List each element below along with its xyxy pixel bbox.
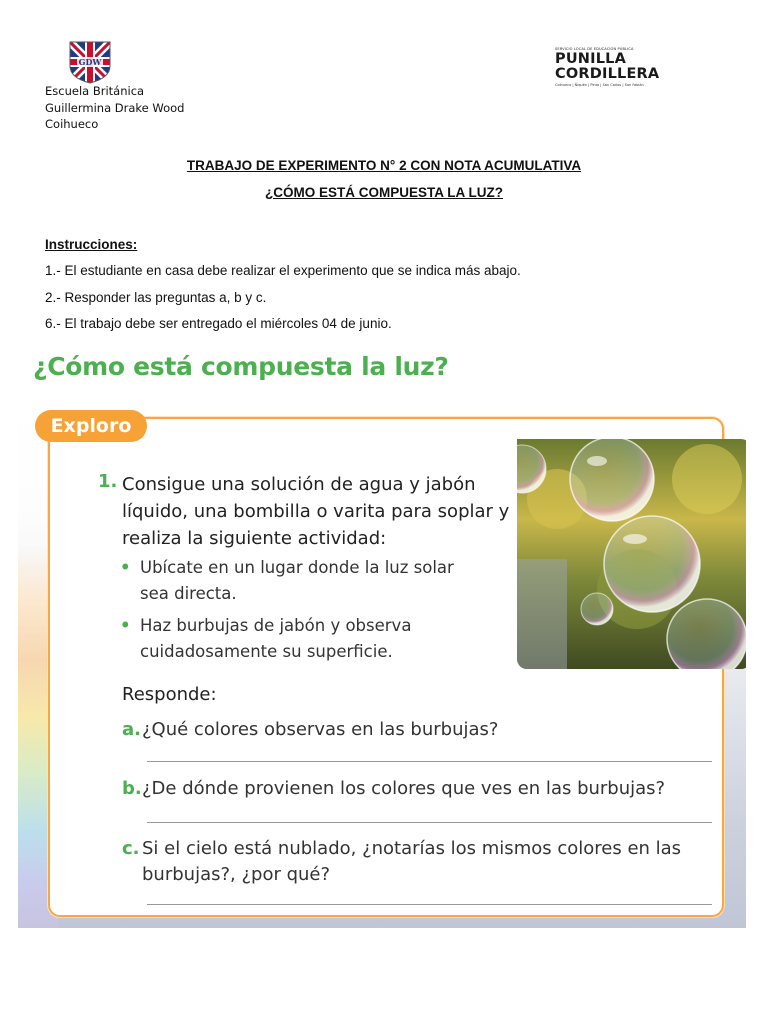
punilla-cordillera-logo bbox=[555, 47, 685, 93]
instruction-item-1: 1.- El estudiante en casa debe realizar el experimento que se indica más abajo. bbox=[45, 263, 521, 278]
question-c bbox=[122, 836, 702, 888]
bullet-text-1: Ubícate en un lugar donde la luz solar sea directa. bbox=[140, 558, 454, 603]
question-letter-a: a. bbox=[122, 719, 141, 740]
instruction-item-2: 2.- Responder las preguntas a, b y c. bbox=[45, 290, 267, 305]
exploro-tab: Exploro bbox=[35, 410, 147, 442]
question-a bbox=[122, 717, 702, 743]
document-subtitle: ¿CÓMO ESTÁ COMPUESTA LA LUZ? bbox=[265, 185, 503, 200]
activity-card bbox=[48, 417, 724, 917]
question-text-c: Si el cielo está nublado, ¿notarías los mismos colores en las burbujas?, ¿por qué? bbox=[142, 838, 682, 885]
school-name-block bbox=[45, 83, 184, 133]
question-text-b: ¿De dónde provienen los colores que ves en las burbujas? bbox=[142, 778, 666, 799]
school-line-2: Guillermina Drake Wood bbox=[45, 100, 185, 115]
gov-logo-name-2: CORDILLERA bbox=[555, 66, 660, 82]
bullet-dot-icon: • bbox=[120, 558, 131, 577]
bullet-item-1 bbox=[120, 555, 480, 607]
gov-logo-name-1: PUNILLA bbox=[555, 51, 627, 67]
gov-logo-footer: Coihueco | Ñiquén | Pinto | San Carlos | San Fabián bbox=[555, 83, 644, 87]
question-letter-b: b. bbox=[122, 778, 142, 799]
question-letter-c: c. bbox=[122, 838, 140, 859]
answer-line-a[interactable] bbox=[147, 761, 712, 762]
step-number: 1. bbox=[98, 471, 118, 492]
bullet-item-2 bbox=[120, 613, 480, 665]
question-text-a: ¿Qué colores observas en las burbujas? bbox=[142, 719, 499, 740]
question-b bbox=[122, 776, 702, 802]
activity-panel bbox=[18, 405, 746, 928]
instructions-title: Instrucciones: bbox=[45, 237, 138, 252]
school-line-1: Escuela Británica bbox=[45, 84, 145, 98]
step-instruction: Consigue una solución de agua y jabón líquido, una bombilla o varita para soplar y realiza la siguiente actividad: bbox=[122, 474, 510, 549]
answer-line-c[interactable] bbox=[147, 904, 712, 905]
soap-bubbles-photo bbox=[517, 439, 746, 669]
school-line-3: Coihueco bbox=[45, 117, 99, 131]
bullet-text-2: Haz burbujas de jabón y observa cuidadosamente su superficie. bbox=[140, 616, 412, 661]
crest-logo-text: GDW bbox=[78, 57, 102, 67]
bullet-dot-icon: • bbox=[120, 616, 131, 635]
school-crest-logo bbox=[68, 40, 112, 84]
respond-label: Responde: bbox=[122, 684, 217, 705]
gov-logo-small-text: SERVICIO LOCAL DE EDUCACIÓN PÚBLICA bbox=[555, 47, 634, 51]
section-heading: ¿Cómo está compuesta la luz? bbox=[33, 352, 449, 381]
instruction-item-3: 6.- El trabajo debe ser entregado el miércoles 04 de junio. bbox=[45, 316, 392, 331]
document-title: TRABAJO DE EXPERIMENTO N° 2 CON NOTA ACUMULATIVA bbox=[186, 158, 582, 173]
answer-line-b[interactable] bbox=[147, 822, 712, 823]
